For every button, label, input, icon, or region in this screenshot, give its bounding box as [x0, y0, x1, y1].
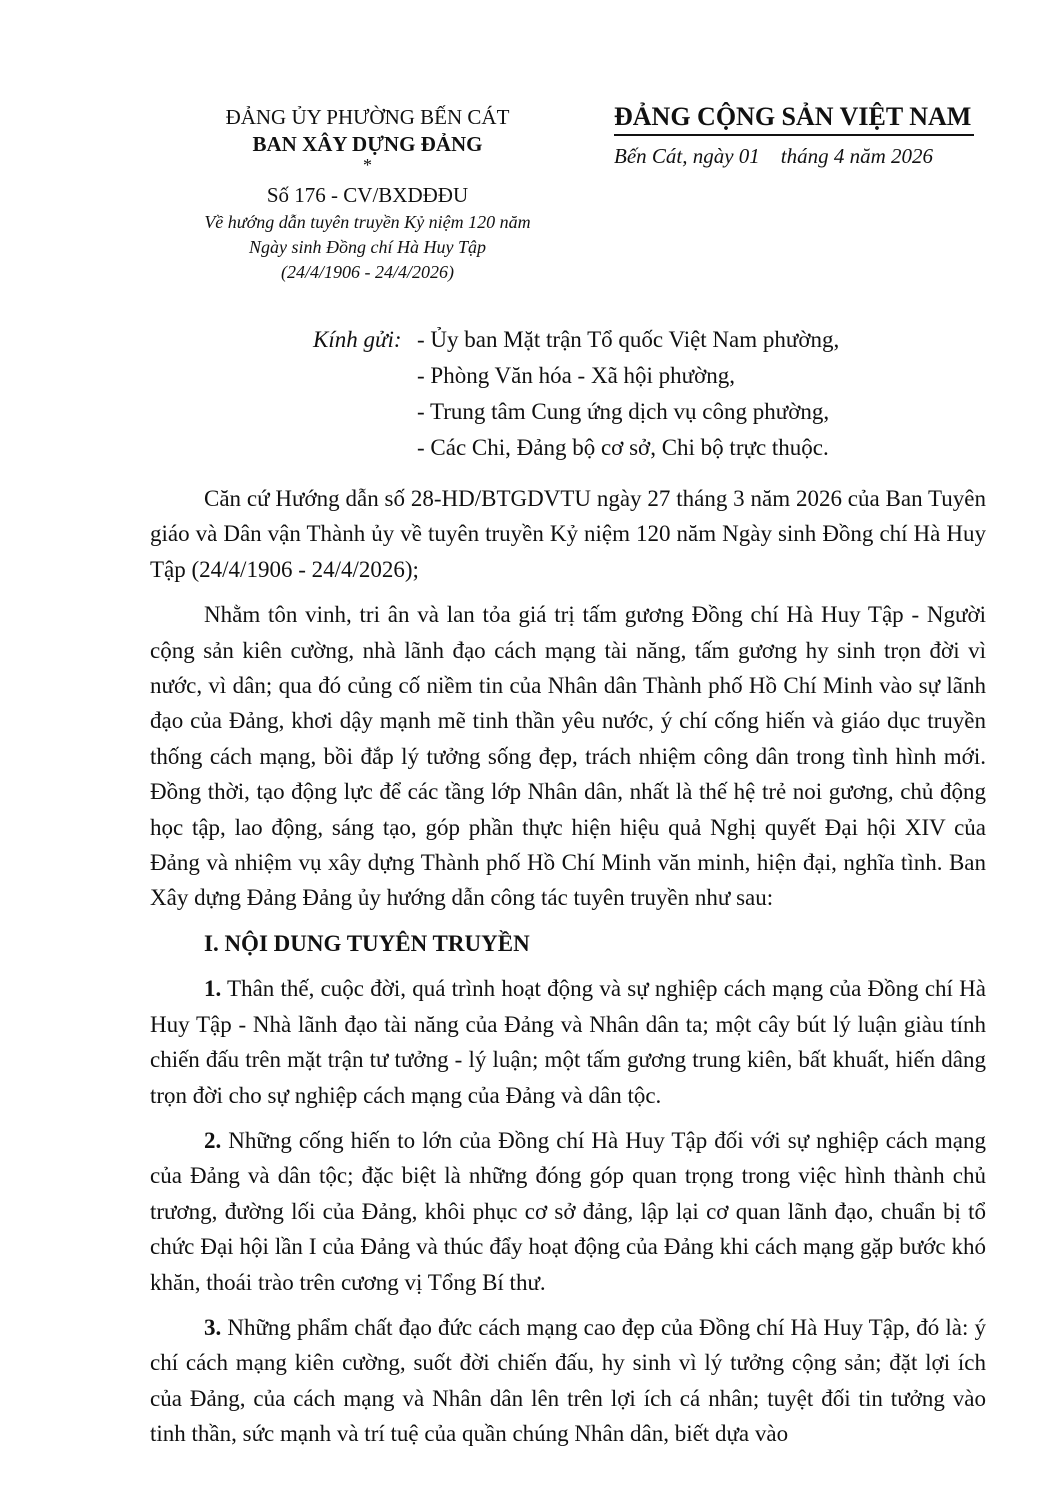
recipients-label: Kính gửi:	[313, 327, 402, 352]
item-text: Những cống hiến to lớn của Đồng chí Hà Huy Tập đối với sự nghiệp cách mạng của Đảng và dân tộc; đặc biệt là những đóng góp quan trọng trong việc hình thành chủ trương, đường lối của Đảng, khôi phục cơ sở đảng, lập lại cơ quan lãnh đạo, chuẩn bị tổ chức Đại hội lần I của Đảng và thúc đẩy hoạt động của Đảng khi cách mạng gặp bước khó khăn, thoái trào trên cương vị Tổng Bí thư.	[150, 1127, 986, 1295]
item-text: Những phẩm chất đạo đức cách mạng cao đẹp của Đồng chí Hà Huy Tập, đó là: ý chí cách mạng kiên cường, suốt đời chiến đấu, hy sinh vì lý tưởng cộng sản; đặt lợi ích của Đảng, của cách mạng và Nhân dân lên trên lợi ích cá nhân; tuyệt đối tin tưởng vào tinh thần, sức mạnh và trí tuệ của quần chúng Nhân dân, biết dựa vào	[150, 1314, 986, 1447]
issuing-agency-block	[170, 104, 565, 285]
recipient-item: - Phòng Văn hóa - Xã hội phường,	[417, 363, 736, 388]
recipients-block	[313, 322, 839, 466]
subject-line-1: Về hướng dẫn tuyên truyền Kỷ niệm 120 năm	[204, 212, 531, 232]
date-line: Bến Cát, ngày 01 tháng 4 năm 2026	[614, 144, 934, 168]
subject-line-3: (24/4/1906 - 24/4/2026)	[281, 262, 454, 282]
item-text: Thân thế, cuộc đời, quá trình hoạt động và sự nghiệp cách mạng của Đồng chí Hà Huy Tập - Nhà lãnh đạo tài năng của Đảng và Nhân dân ta; một cây bút lý luận giàu tính chiến đấu trên mặt trận tư tưởng - lý luận; một tấm gương trung kiên, bất khuất, hiến dâng trọn đời cho sự nghiệp cách mạng của Đảng và dân tộc.	[150, 976, 986, 1108]
parent-organization: ĐẢNG ỦY PHƯỜNG BẾN CÁT	[225, 105, 510, 129]
document-number: Số 176 - CV/BXDĐĐU	[266, 183, 469, 207]
subject-line-2: Ngày sinh Đồng chí Hà Huy Tập	[249, 237, 486, 257]
item-number: 1.	[204, 976, 222, 1002]
item-number: 3.	[204, 1314, 222, 1340]
recipients-list	[417, 322, 839, 466]
recipient-item: - Trung tâm Cung ứng dịch vụ công phường,	[417, 399, 830, 424]
party-name: ĐẢNG CỘNG SẢN VIỆT NAM	[614, 102, 972, 131]
content-item-3	[150, 1310, 986, 1452]
purpose-paragraph: Nhằm tôn vinh, tri ân và lan tỏa giá trị tấm gương Đồng chí Hà Huy Tập - Người cộng sản kiên cường, nhà lãnh đạo cách mạng tài năng, tấm gương hy sinh trọn đời vì nước, vì dân; qua đó củng cố niềm tin của Nhân dân Thành phố Hồ Chí Minh vào sự lãnh đạo của Đảng, khơi dậy mạnh mẽ tinh thần yêu nước, ý chí cống hiến và giáo dục truyền thống cách mạng, bồi đắp lý tưởng sống đẹp, trách nhiệm công dân trong tình hình mới. Đồng thời, tạo động lực để các tầng lớp Nhân dân, nhất là thế hệ trẻ noi gương, chủ động học tập, lao động, sáng tạo, góp phần thực hiện hiệu quả Nghị quyết Đại hội XIV của Đảng và nhiệm vụ xây dựng Thành phố Hồ Chí Minh văn minh, hiện đại, nghĩa tình. Ban Xây dựng Đảng Đảng ủy hướng dẫn công tác tuyên truyền như sau:	[150, 602, 986, 911]
recipient-item: - Các Chi, Đảng bộ cơ sở, Chi bộ trực thuộc.	[417, 435, 829, 460]
section-title: I. NỘI DUNG TUYÊN TRUYỀN	[204, 930, 530, 956]
item-number: 2.	[204, 1127, 222, 1153]
party-header-block	[614, 100, 994, 172]
document-body	[150, 481, 986, 1462]
separator-star: *	[363, 155, 372, 175]
party-name-underline	[614, 134, 974, 136]
legal-basis-paragraph: Căn cứ Hướng dẫn số 28-HD/BTGDVTU ngày 27 tháng 3 năm 2026 của Ban Tuyên giáo và Dân vận Thành ủy về tuyên truyền Kỷ niệm 120 năm Ngày sinh Đồng chí Hà Huy Tập (24/4/1906 - 24/4/2026);	[150, 486, 986, 582]
content-item-1	[150, 971, 986, 1113]
recipient-item: - Ủy ban Mặt trận Tổ quốc Việt Nam phường,	[417, 327, 840, 352]
issuing-organization: BAN XÂY DỰNG ĐẢNG	[252, 132, 483, 156]
content-item-2	[150, 1123, 986, 1300]
